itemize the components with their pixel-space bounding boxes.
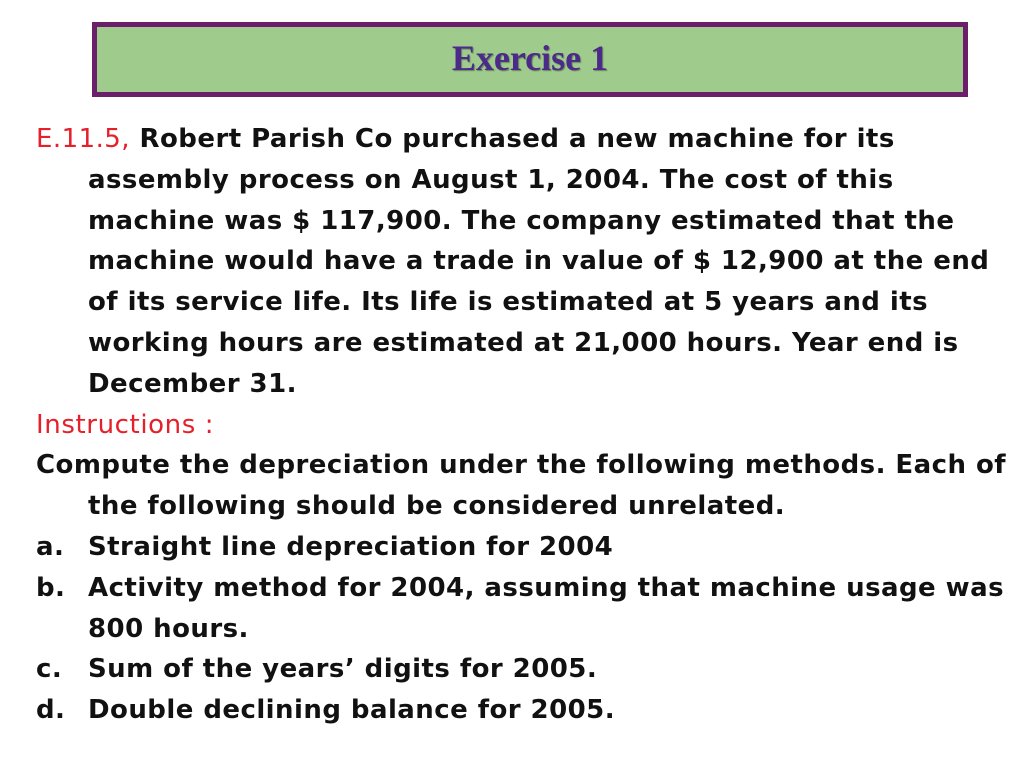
list-marker: c. [36, 654, 63, 685]
list-item [36, 649, 1020, 690]
exercise-code: E.11.5, [36, 124, 130, 154]
list-item [36, 690, 1020, 731]
list-item-text: Activity method for 2004, assuming that machine usage was 800 hours. [88, 572, 1005, 644]
list-item [36, 568, 1020, 650]
list-item [36, 527, 1020, 568]
list-item-text: Double declining balance for 2005. [88, 695, 616, 726]
problem-text: Robert Parish Co purchased a new machine for its assembly process on August 1, 2004. The cost of this machine was $ 117,900. The company estimated that the machine would have a trade in value of $ 12,900 at the end of its service life. Its life is estimated at 5 years and its working hours are estimated at 21,000 hours. Year end is December 31. [88, 124, 990, 399]
problem-paragraph [36, 119, 1020, 405]
list-marker: b. [36, 572, 66, 603]
slide-title: Exercise 1 [451, 37, 609, 78]
list-item-text: Straight line depreciation for 2004 [88, 531, 614, 562]
instructions-text: Compute the depreciation under the following methods. Each of the following should be considered unrelated. [36, 450, 1007, 522]
list-item-text: Sum of the years’ digits for 2005. [88, 654, 598, 685]
list-marker: a. [36, 531, 65, 562]
instructions-heading: Instructions : [36, 409, 215, 440]
slide-content [36, 119, 1020, 731]
list-marker: d. [36, 695, 66, 726]
title-banner [92, 22, 968, 97]
